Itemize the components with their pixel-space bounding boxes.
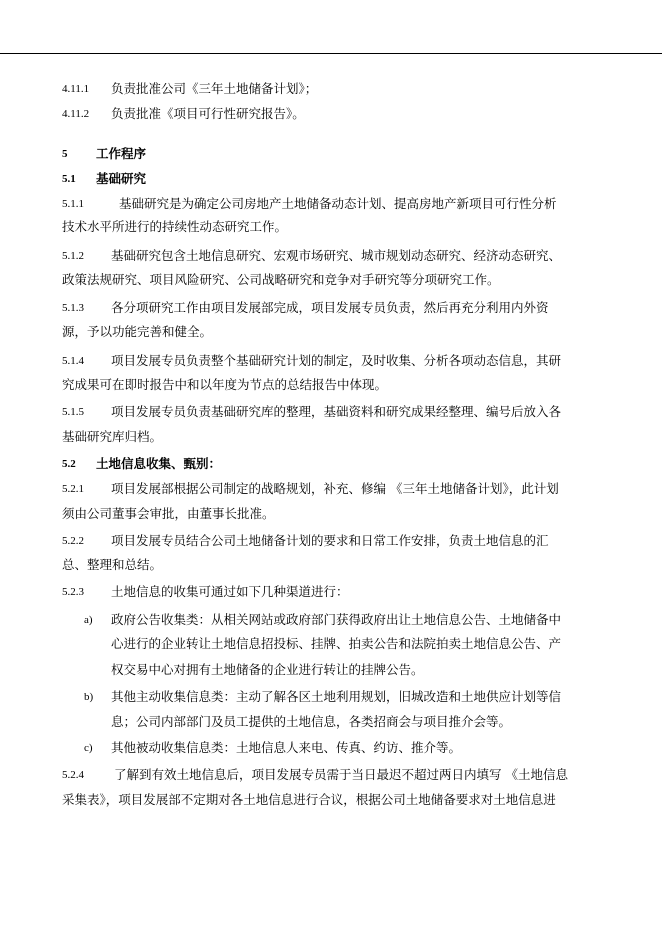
clause-number: 5.2.1	[62, 483, 84, 495]
list-text-continued: 权交易中心对拥有土地储备的企业进行转让的挂牌公告。	[111, 662, 424, 677]
clause-text: 各分项研究工作由项目发展部完成，项目发展专员负责，然后再充分利用内外资	[111, 300, 549, 315]
clause-text-continued: 技术水平所进行的持续性动态研究工作。	[62, 219, 288, 234]
clause-number: 5.1.5	[62, 406, 84, 418]
clause-text: 负责批准《项目可行性研究报告》。	[111, 106, 305, 121]
clause-text-continued: 采集表》，项目发展部不定期对各土地信息进行合议，根据公司土地储备要求对土地信息进	[62, 792, 556, 807]
clause-number: 5.2.3	[62, 586, 84, 598]
list-marker: b)	[84, 691, 94, 703]
section-title: 土地信息收集、甄别：	[96, 456, 222, 471]
clause-number: 5.2.2	[62, 535, 84, 547]
section-number: 5	[62, 148, 68, 160]
clause-text-continued: 源，予以功能完善和健全。	[62, 324, 213, 339]
clause-text: 了解到有效土地信息后，项目发展专员需于当日最迟不超过两日内填写 《土地信息	[114, 767, 568, 782]
section-title: 基础研究	[96, 171, 147, 186]
clause-text: 项目发展专员负责基础研究库的整理，基础资料和研究成果经整理、编号后放入各	[111, 404, 562, 419]
section-number: 5.1	[62, 173, 76, 185]
list-marker: a)	[84, 614, 93, 626]
clause-text: 项目发展部根据公司制定的战略规划，补充、修编 《三年土地储备计划》，此计划	[111, 481, 559, 496]
clause-text-continued: 须由公司董事会审批，由董事长批准。	[62, 506, 275, 521]
clause-number: 4.11.1	[62, 83, 90, 95]
list-text-continued: 息；公司内部部门及员工提供的土地信息，各类招商会与项目推介会等。	[111, 714, 512, 729]
clause-text-continued: 政策法规研究、项目风险研究、公司战略研究和竞争对手研究等分项研究工作。	[62, 272, 500, 287]
clause-text: 土地信息的收集可通过如下几种渠道进行：	[111, 584, 349, 599]
clause-number: 5.1.2	[62, 250, 84, 262]
section-title: 工作程序	[96, 146, 147, 161]
list-text-continued: 心进行的企业转让土地信息招投标、挂牌、拍卖公告和法院拍卖土地信息公告、产	[111, 636, 562, 651]
clause-number: 5.1.1	[62, 198, 84, 210]
clause-text: 基础研究是为确定公司房地产土地储备动态计划、提高房地产新项目可行性分析	[119, 196, 557, 211]
clause-text: 负责批准公司《三年土地储备计划》；	[111, 81, 318, 96]
list-marker: c)	[84, 742, 93, 754]
list-text: 政府公告收集类：从相关网站或政府部门获得政府出让土地信息公告、土地储备中	[111, 612, 562, 627]
clause-text: 项目发展专员结合公司土地储备计划的要求和日常工作安排，负责土地信息的汇	[111, 533, 549, 548]
clause-number: 5.1.4	[62, 355, 84, 367]
clause-text: 基础研究包含土地信息研究、宏观市场研究、城市规划动态研究、经济动态研究、	[111, 248, 562, 263]
section-number: 5.2	[62, 458, 76, 470]
clause-text-continued: 究成果可在即时报告中和以年度为节点的总结报告中体现。	[62, 377, 388, 392]
list-text: 其他主动收集信息类：主动了解各区土地利用规划，旧城改造和土地供应计划等信	[111, 689, 562, 704]
clause-number: 4.11.2	[62, 108, 90, 120]
clause-text: 项目发展专员负责整个基础研究计划的制定，及时收集、分析各项动态信息，其研	[111, 353, 562, 368]
clause-text-continued: 总、整理和总结。	[62, 557, 163, 572]
clause-number: 5.1.3	[62, 302, 84, 314]
clause-text-continued: 基础研究库归档。	[62, 429, 163, 444]
clause-number: 5.2.4	[62, 769, 84, 781]
list-text: 其他被动收集信息类：土地信息人来电、传真、约访、推介等。	[111, 740, 462, 755]
header-rule	[0, 53, 662, 54]
